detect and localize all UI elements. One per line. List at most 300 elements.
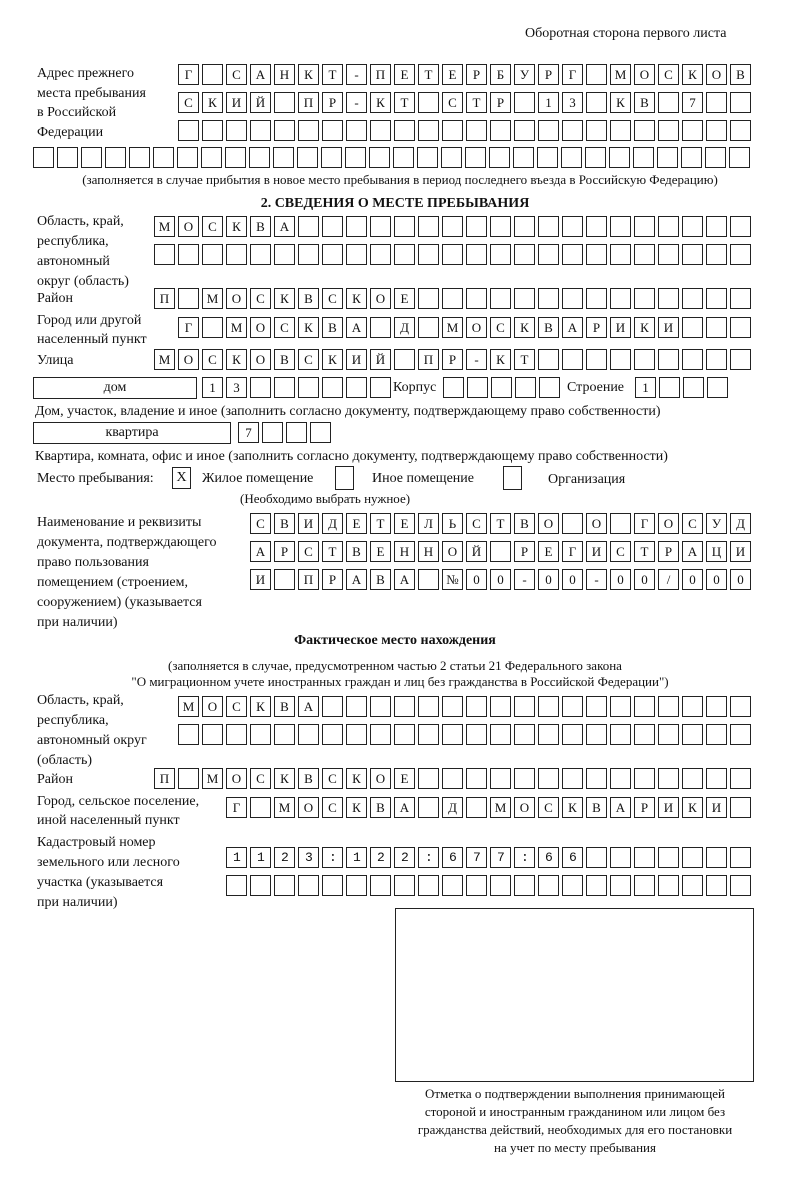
char-cell[interactable] [298, 724, 319, 745]
char-cell[interactable] [225, 147, 246, 168]
char-cell[interactable] [610, 513, 631, 534]
char-cell[interactable] [442, 696, 463, 717]
char-cell[interactable] [418, 317, 439, 338]
char-cell[interactable] [514, 92, 535, 113]
char-cell[interactable] [682, 768, 703, 789]
char-cell[interactable] [706, 768, 727, 789]
char-cell[interactable] [537, 147, 558, 168]
char-cell[interactable] [346, 875, 367, 896]
char-cell[interactable] [418, 847, 439, 868]
char-cell[interactable] [273, 147, 294, 168]
char-cell[interactable]: К [274, 768, 295, 789]
char-cell[interactable] [226, 847, 247, 868]
char-cell[interactable]: К [226, 349, 247, 370]
char-cell[interactable] [562, 847, 583, 868]
char-cell[interactable]: А [346, 569, 367, 590]
char-cell[interactable] [610, 696, 631, 717]
char-cell[interactable]: П [154, 768, 175, 789]
char-cell[interactable]: В [322, 317, 343, 338]
char-cell[interactable]: К [634, 317, 655, 338]
char-cell[interactable]: Й [250, 92, 271, 113]
char-cell[interactable]: М [178, 696, 199, 717]
char-cell[interactable] [442, 768, 463, 789]
char-cell[interactable]: С [610, 541, 631, 562]
char-cell[interactable] [490, 875, 511, 896]
char-cell[interactable]: М [202, 768, 223, 789]
char-cell[interactable] [707, 377, 728, 398]
char-cell[interactable] [634, 847, 655, 868]
char-cell[interactable] [466, 847, 487, 868]
char-cell[interactable] [418, 120, 439, 141]
house-type-field[interactable]: дом [33, 377, 197, 399]
char-cell[interactable] [394, 216, 415, 237]
char-cell[interactable] [514, 875, 535, 896]
char-cell[interactable] [418, 724, 439, 745]
char-cell[interactable] [370, 216, 391, 237]
char-cell[interactable] [322, 696, 343, 717]
char-cell[interactable] [634, 724, 655, 745]
char-cell[interactable] [393, 147, 414, 168]
char-cell[interactable]: 0 [466, 569, 487, 590]
char-cell[interactable]: В [586, 797, 607, 818]
char-cell[interactable]: Д [442, 797, 463, 818]
char-cell[interactable] [250, 244, 271, 265]
char-cell[interactable]: Е [370, 541, 391, 562]
flat-type-field[interactable]: квартира [33, 422, 231, 444]
char-cell[interactable] [322, 724, 343, 745]
char-cell[interactable]: С [466, 513, 487, 534]
char-cell[interactable] [730, 244, 751, 265]
char-cell[interactable]: В [514, 513, 535, 534]
char-cell[interactable] [201, 147, 222, 168]
char-cell[interactable] [610, 216, 631, 237]
char-cell[interactable]: И [250, 569, 271, 590]
char-cell[interactable] [418, 797, 439, 818]
char-cell[interactable] [274, 724, 295, 745]
char-cell[interactable]: Р [322, 92, 343, 113]
char-cell[interactable]: И [658, 797, 679, 818]
char-cell[interactable] [610, 768, 631, 789]
char-cell[interactable]: С [178, 92, 199, 113]
char-cell[interactable]: № [442, 569, 463, 590]
char-cell[interactable]: Ь [442, 513, 463, 534]
char-cell[interactable]: К [346, 288, 367, 309]
char-cell[interactable] [466, 216, 487, 237]
char-cell[interactable]: К [226, 216, 247, 237]
char-cell[interactable] [683, 377, 704, 398]
char-cell[interactable] [681, 147, 702, 168]
char-cell[interactable] [490, 288, 511, 309]
char-cell[interactable] [706, 847, 727, 868]
char-cell[interactable]: И [346, 349, 367, 370]
char-cell[interactable]: Т [322, 541, 343, 562]
char-cell[interactable] [538, 216, 559, 237]
char-cell[interactable] [562, 875, 583, 896]
char-cell[interactable] [634, 244, 655, 265]
char-cell[interactable] [658, 768, 679, 789]
char-cell[interactable] [322, 847, 343, 868]
char-cell[interactable]: М [154, 349, 175, 370]
char-cell[interactable] [585, 147, 606, 168]
char-cell[interactable] [370, 244, 391, 265]
char-cell[interactable]: Д [394, 317, 415, 338]
char-cell[interactable]: П [298, 569, 319, 590]
char-cell[interactable] [562, 724, 583, 745]
char-cell[interactable]: С [250, 768, 271, 789]
char-cell[interactable] [418, 696, 439, 717]
char-cell[interactable] [418, 92, 439, 113]
char-cell[interactable] [658, 120, 679, 141]
char-cell[interactable] [250, 377, 271, 398]
char-cell[interactable]: 0 [706, 569, 727, 590]
char-cell[interactable]: О [250, 317, 271, 338]
char-cell[interactable] [586, 875, 607, 896]
char-cell[interactable]: Р [538, 64, 559, 85]
char-cell[interactable] [730, 349, 751, 370]
char-cell[interactable] [467, 377, 488, 398]
char-cell[interactable] [274, 569, 295, 590]
char-cell[interactable] [514, 288, 535, 309]
char-cell[interactable] [634, 875, 655, 896]
char-cell[interactable]: С [322, 288, 343, 309]
stay-checkbox-residential[interactable]: X [172, 467, 191, 489]
char-cell[interactable] [538, 724, 559, 745]
char-cell[interactable] [418, 768, 439, 789]
char-cell[interactable]: О [370, 768, 391, 789]
char-cell[interactable]: О [514, 797, 535, 818]
char-cell[interactable] [346, 120, 367, 141]
char-cell[interactable]: О [226, 768, 247, 789]
char-cell[interactable]: Т [514, 349, 535, 370]
char-cell[interactable] [586, 216, 607, 237]
char-cell[interactable]: И [226, 92, 247, 113]
char-cell[interactable]: 1 [202, 377, 223, 398]
char-cell[interactable] [514, 216, 535, 237]
stay-checkbox-organization[interactable] [503, 466, 522, 490]
char-cell[interactable] [538, 847, 559, 868]
char-cell[interactable] [610, 875, 631, 896]
char-cell[interactable]: К [298, 317, 319, 338]
char-cell[interactable] [322, 120, 343, 141]
char-cell[interactable] [418, 875, 439, 896]
char-cell[interactable] [370, 847, 391, 868]
char-cell[interactable] [370, 875, 391, 896]
char-cell[interactable] [466, 120, 487, 141]
char-cell[interactable] [345, 147, 366, 168]
char-cell[interactable] [633, 147, 654, 168]
char-cell[interactable] [81, 147, 102, 168]
char-cell[interactable] [346, 847, 367, 868]
char-cell[interactable] [658, 288, 679, 309]
char-cell[interactable] [562, 768, 583, 789]
char-cell[interactable] [730, 92, 751, 113]
char-cell[interactable] [442, 875, 463, 896]
char-cell[interactable]: Л [418, 513, 439, 534]
char-cell[interactable]: В [250, 216, 271, 237]
char-cell[interactable] [634, 349, 655, 370]
char-cell[interactable]: Р [634, 797, 655, 818]
char-cell[interactable] [538, 288, 559, 309]
char-cell[interactable]: Т [370, 513, 391, 534]
char-cell[interactable] [682, 244, 703, 265]
char-cell[interactable] [250, 797, 271, 818]
char-cell[interactable] [586, 288, 607, 309]
char-cell[interactable] [490, 847, 511, 868]
char-cell[interactable] [730, 875, 751, 896]
char-cell[interactable] [586, 768, 607, 789]
char-cell[interactable] [274, 875, 295, 896]
char-cell[interactable]: 3 [226, 377, 247, 398]
char-cell[interactable]: С [226, 696, 247, 717]
char-cell[interactable] [394, 724, 415, 745]
char-cell[interactable] [178, 288, 199, 309]
char-cell[interactable] [466, 768, 487, 789]
char-cell[interactable] [226, 244, 247, 265]
char-cell[interactable] [490, 724, 511, 745]
char-cell[interactable] [322, 244, 343, 265]
char-cell[interactable] [298, 244, 319, 265]
char-cell[interactable] [178, 724, 199, 745]
char-cell[interactable] [610, 120, 631, 141]
char-cell[interactable] [706, 92, 727, 113]
char-cell[interactable] [514, 724, 535, 745]
char-cell[interactable] [610, 349, 631, 370]
char-cell[interactable] [154, 244, 175, 265]
char-cell[interactable]: А [274, 216, 295, 237]
char-cell[interactable]: Е [394, 768, 415, 789]
char-cell[interactable] [730, 317, 751, 338]
char-cell[interactable]: И [706, 797, 727, 818]
char-cell[interactable]: Г [562, 541, 583, 562]
char-cell[interactable] [442, 216, 463, 237]
char-cell[interactable]: Д [322, 513, 343, 534]
char-cell[interactable]: Ц [706, 541, 727, 562]
char-cell[interactable]: Й [466, 541, 487, 562]
char-cell[interactable]: О [658, 513, 679, 534]
char-cell[interactable] [322, 377, 343, 398]
char-cell[interactable] [394, 120, 415, 141]
char-cell[interactable] [153, 147, 174, 168]
char-cell[interactable] [586, 64, 607, 85]
char-cell[interactable] [634, 216, 655, 237]
char-cell[interactable] [297, 147, 318, 168]
char-cell[interactable]: Й [370, 349, 391, 370]
char-cell[interactable]: К [298, 64, 319, 85]
char-cell[interactable]: / [658, 569, 679, 590]
char-cell[interactable]: О [538, 513, 559, 534]
char-cell[interactable]: Е [394, 288, 415, 309]
char-cell[interactable] [562, 244, 583, 265]
char-cell[interactable] [298, 377, 319, 398]
char-cell[interactable]: А [394, 797, 415, 818]
char-cell[interactable]: С [202, 349, 223, 370]
char-cell[interactable]: С [538, 797, 559, 818]
char-cell[interactable] [658, 875, 679, 896]
char-cell[interactable] [634, 768, 655, 789]
char-cell[interactable] [202, 317, 223, 338]
char-cell[interactable] [274, 847, 295, 868]
char-cell[interactable] [418, 288, 439, 309]
char-cell[interactable]: А [394, 569, 415, 590]
char-cell[interactable] [346, 377, 367, 398]
char-cell[interactable]: С [442, 92, 463, 113]
char-cell[interactable] [538, 875, 559, 896]
char-cell[interactable]: А [682, 541, 703, 562]
char-cell[interactable] [466, 244, 487, 265]
char-cell[interactable] [562, 120, 583, 141]
char-cell[interactable]: М [490, 797, 511, 818]
char-cell[interactable] [202, 64, 223, 85]
char-cell[interactable] [490, 244, 511, 265]
char-cell[interactable] [442, 244, 463, 265]
char-cell[interactable]: В [274, 696, 295, 717]
char-cell[interactable] [33, 147, 54, 168]
char-cell[interactable] [610, 724, 631, 745]
char-cell[interactable] [442, 724, 463, 745]
char-cell[interactable]: О [178, 349, 199, 370]
char-cell[interactable] [274, 244, 295, 265]
char-cell[interactable] [562, 288, 583, 309]
char-cell[interactable]: Г [178, 317, 199, 338]
char-cell[interactable] [321, 147, 342, 168]
char-cell[interactable] [658, 696, 679, 717]
char-cell[interactable] [706, 875, 727, 896]
char-cell[interactable]: Р [322, 569, 343, 590]
char-cell[interactable] [178, 244, 199, 265]
char-cell[interactable]: А [610, 797, 631, 818]
char-cell[interactable] [514, 768, 535, 789]
char-cell[interactable]: Р [658, 541, 679, 562]
char-cell[interactable] [514, 244, 535, 265]
char-cell[interactable]: Е [538, 541, 559, 562]
char-cell[interactable] [298, 875, 319, 896]
char-cell[interactable]: 3 [562, 92, 583, 113]
char-cell[interactable] [539, 377, 560, 398]
char-cell[interactable] [610, 288, 631, 309]
char-cell[interactable]: О [442, 541, 463, 562]
char-cell[interactable]: А [298, 696, 319, 717]
char-cell[interactable]: Д [730, 513, 751, 534]
char-cell[interactable] [658, 216, 679, 237]
char-cell[interactable] [586, 244, 607, 265]
char-cell[interactable]: К [682, 797, 703, 818]
char-cell[interactable]: К [490, 349, 511, 370]
char-cell[interactable]: И [298, 513, 319, 534]
char-cell[interactable]: П [370, 64, 391, 85]
char-cell[interactable]: К [346, 797, 367, 818]
char-cell[interactable]: О [178, 216, 199, 237]
char-cell[interactable] [586, 847, 607, 868]
char-cell[interactable] [658, 724, 679, 745]
char-cell[interactable] [394, 349, 415, 370]
char-cell[interactable]: В [538, 317, 559, 338]
char-cell[interactable] [369, 147, 390, 168]
char-cell[interactable] [562, 696, 583, 717]
char-cell[interactable] [682, 120, 703, 141]
char-cell[interactable]: Е [394, 64, 415, 85]
char-cell[interactable] [514, 696, 535, 717]
char-cell[interactable]: А [250, 541, 271, 562]
char-cell[interactable] [634, 696, 655, 717]
char-cell[interactable]: С [658, 64, 679, 85]
cadastre-row-1[interactable]: 1123:122:677:66 [226, 847, 761, 868]
char-cell[interactable]: С [226, 64, 247, 85]
char-cell[interactable]: 1 [538, 92, 559, 113]
char-cell[interactable] [659, 377, 680, 398]
char-cell[interactable] [346, 724, 367, 745]
char-cell[interactable] [177, 147, 198, 168]
char-cell[interactable] [490, 120, 511, 141]
char-cell[interactable] [562, 513, 583, 534]
char-cell[interactable]: 0 [538, 569, 559, 590]
char-cell[interactable] [491, 377, 512, 398]
char-cell[interactable] [105, 147, 126, 168]
char-cell[interactable]: А [346, 317, 367, 338]
char-cell[interactable] [129, 147, 150, 168]
char-cell[interactable] [370, 696, 391, 717]
char-cell[interactable]: П [154, 288, 175, 309]
char-cell[interactable] [57, 147, 78, 168]
char-cell[interactable]: Т [394, 92, 415, 113]
char-cell[interactable]: О [370, 288, 391, 309]
char-cell[interactable]: С [298, 349, 319, 370]
char-cell[interactable]: Н [418, 541, 439, 562]
char-cell[interactable]: В [298, 768, 319, 789]
char-cell[interactable]: К [346, 768, 367, 789]
char-cell[interactable] [730, 847, 751, 868]
char-cell[interactable]: К [610, 92, 631, 113]
char-cell[interactable] [442, 120, 463, 141]
char-cell[interactable]: Н [394, 541, 415, 562]
char-cell[interactable] [394, 875, 415, 896]
char-cell[interactable]: М [274, 797, 295, 818]
char-cell[interactable]: К [274, 288, 295, 309]
char-cell[interactable] [250, 875, 271, 896]
char-cell[interactable] [586, 724, 607, 745]
char-cell[interactable] [226, 120, 247, 141]
char-cell[interactable] [249, 147, 270, 168]
char-cell[interactable] [634, 288, 655, 309]
char-cell[interactable] [442, 847, 463, 868]
char-cell[interactable] [442, 288, 463, 309]
char-cell[interactable]: О [250, 349, 271, 370]
char-cell[interactable]: Н [274, 64, 295, 85]
char-cell[interactable] [610, 847, 631, 868]
char-cell[interactable]: К [514, 317, 535, 338]
char-cell[interactable] [441, 147, 462, 168]
char-cell[interactable] [706, 317, 727, 338]
char-cell[interactable] [394, 244, 415, 265]
char-cell[interactable]: К [682, 64, 703, 85]
char-cell[interactable]: Г [226, 797, 247, 818]
char-cell[interactable] [538, 768, 559, 789]
char-cell[interactable] [370, 317, 391, 338]
char-cell[interactable] [586, 92, 607, 113]
char-cell[interactable]: Р [442, 349, 463, 370]
char-cell[interactable]: М [226, 317, 247, 338]
char-cell[interactable] [682, 317, 703, 338]
char-cell[interactable]: И [610, 317, 631, 338]
char-cell[interactable]: - [586, 569, 607, 590]
char-cell[interactable]: С [298, 541, 319, 562]
char-cell[interactable]: - [514, 569, 535, 590]
char-cell[interactable]: 0 [730, 569, 751, 590]
char-cell[interactable] [586, 696, 607, 717]
char-cell[interactable] [609, 147, 630, 168]
char-cell[interactable]: С [322, 797, 343, 818]
char-cell[interactable] [538, 120, 559, 141]
char-cell[interactable] [466, 875, 487, 896]
